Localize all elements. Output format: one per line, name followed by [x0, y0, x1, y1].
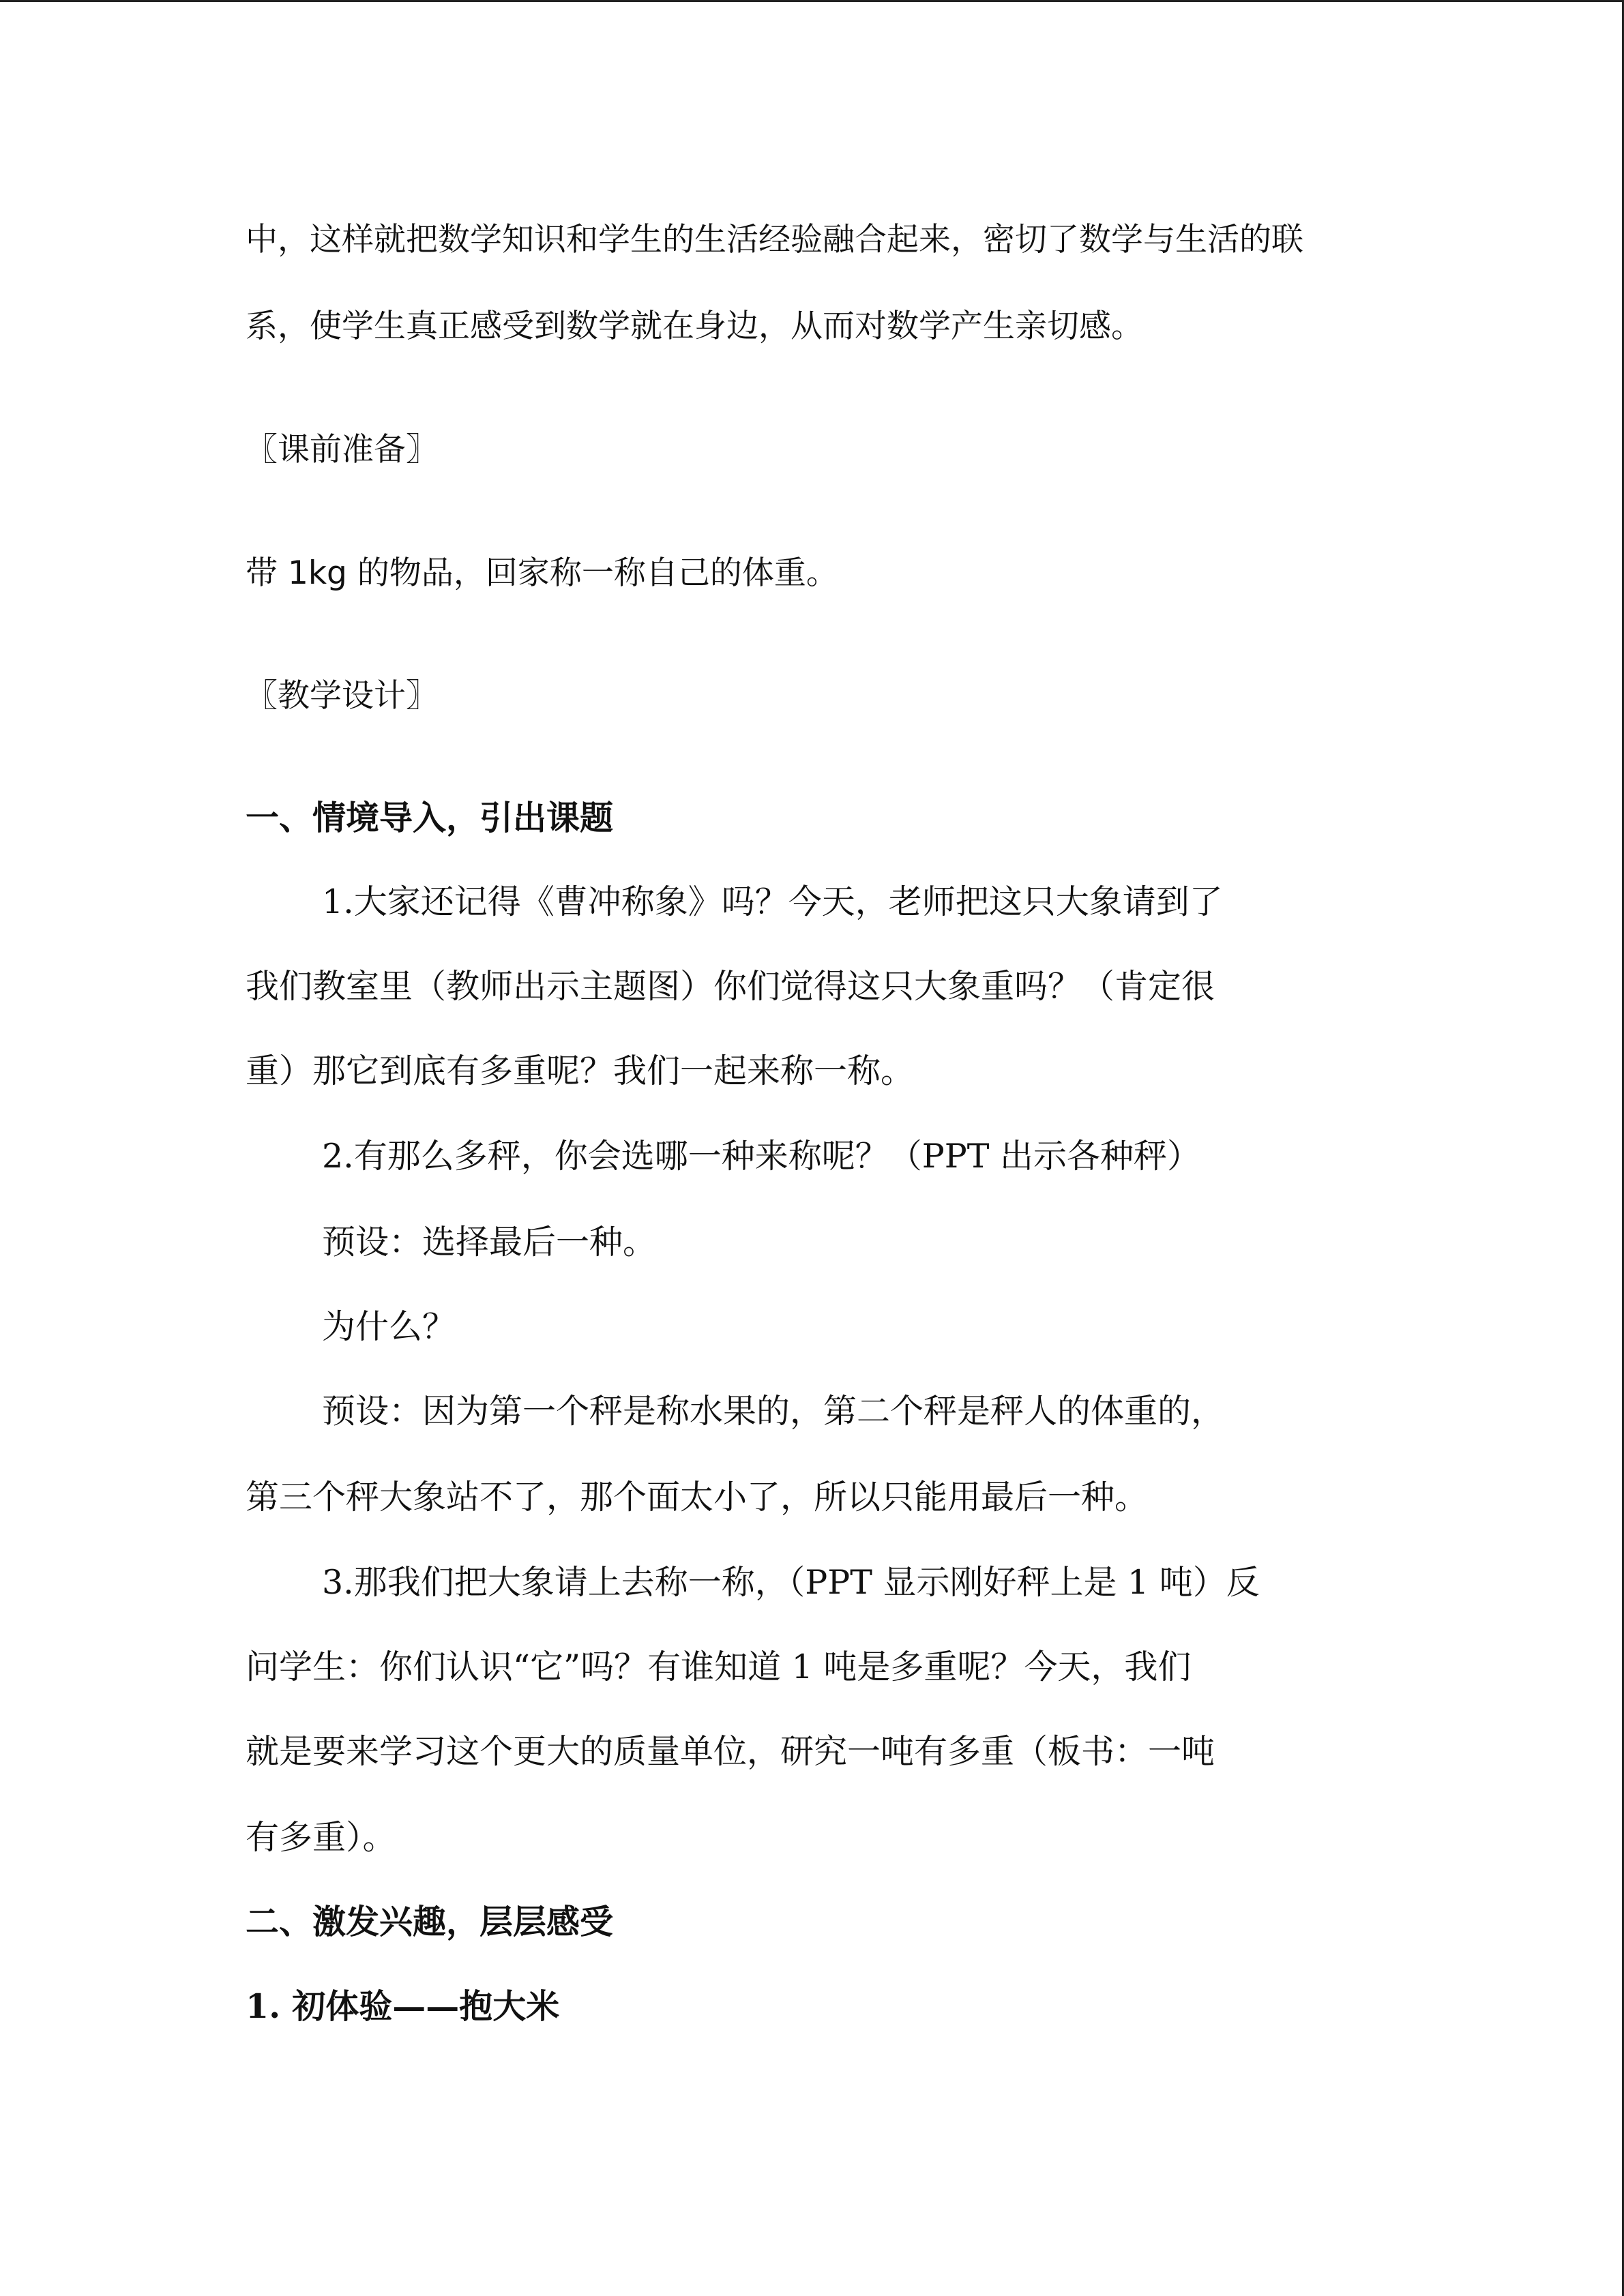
section-1-heading: 一、情境导入，引出课题	[246, 798, 614, 837]
section-1-line: 我们教室里（教师出示主题图）你们觉得这只大象重吗？（肯定很	[246, 967, 1215, 1006]
section-1-line: 问学生：你们认识“它”吗？有谁知道 1 吨是多重呢？今天，我们	[246, 1648, 1192, 1686]
subsection-heading: 1. 初体验——抱大米	[246, 1986, 560, 2026]
section-1-line: 1.大家还记得《曹冲称象》吗？今天，老师把这只大象请到了	[322, 882, 1223, 921]
page-top-border	[0, 0, 1624, 2]
section-1-line: 预设：因为第一个秤是称水果的，第二个秤是秤人的体重的，	[322, 1392, 1225, 1431]
intro-line-1: 中，这样就把数学知识和学生的生活经验融合起来，密切了数学与生活的联	[246, 221, 1303, 258]
section-1-line: 3.那我们把大象请上去称一称，（PPT 显示刚好秤上是 1 吨）反	[322, 1563, 1260, 1602]
section-1-line: 2.有那么多秤，你会选哪一种来称呢？（PPT 出示各种秤）	[322, 1137, 1200, 1176]
intro-line-2: 系，使学生真正感受到数学就在身边，从而对数学产生亲切感。	[246, 308, 1143, 345]
section-1-line: 有多重）。	[246, 1818, 396, 1857]
section-1-line: 就是要来学习这个更大的质量单位，研究一吨有多重（板书：一吨	[246, 1732, 1215, 1771]
preparation-heading: 〖课前准备〗	[246, 431, 438, 468]
section-2-heading: 二、激发兴趣，层层感受	[246, 1902, 614, 1941]
section-1-line: 预设：选择最后一种。	[322, 1223, 657, 1262]
preparation-text: 带 1kg 的物品，回家称一称自己的体重。	[246, 554, 838, 592]
section-1-line: 为什么？	[322, 1307, 456, 1346]
design-heading: 〖教学设计〗	[246, 677, 438, 715]
section-1-line: 第三个秤大象站不了，那个面太小了，所以只能用最后一种。	[246, 1478, 1149, 1517]
section-1-line: 重）那它到底有多重呢？我们一起来称一称。	[246, 1052, 915, 1090]
